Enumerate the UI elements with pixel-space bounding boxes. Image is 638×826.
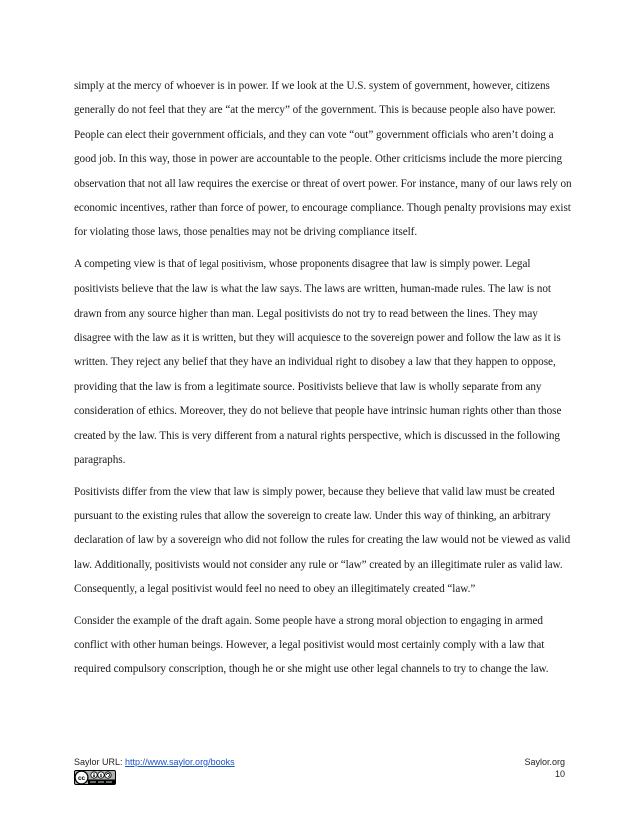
- share-alike-icon: [105, 772, 111, 778]
- footer-url-label: Saylor URL:: [74, 757, 126, 767]
- paragraph-2-rest: , whose proponents disagree that law is simply power. Legal positivists believe that the law is what the law says. The laws are written, human-made rules. The law is not drawn from any source higher than man. Legal positivists do not try to read between the lines. They may disagree with the law as it is written, but they will acquiesce to the sovereign power and follow the law as it is written. They reject any belief that they have an individual right to disobey a law that they happen to oppose, providing that the law is from a legitimate source. Positivists believe that law is wholly separate from any consideration of ethics. Moreover, they do not believe that people have intrinsic human rights other than those created by the law. This is very different from a natural rights perspective, which is discussed in the following paragraphs.: [74, 257, 562, 467]
- paragraph-4: Consider the example of the draft again. Some people have a strong moral objection to engaging in armed conflict with other human beings. However, a legal positivist would most certainly comply with a law that required compulsory conscription, though he or she might use other legal channels to try to change the law.: [74, 614, 549, 676]
- footer-source: [74, 756, 235, 768]
- paragraph-3: Positivists differ from the view that law is simply power, because they believe that valid law must be created pursuant to the existing rules that allow the sovereign to create law. Under this way of thinking, an arbitrary declaration of law by a sovereign who did not follow the rules for creating the law would not be viewed as valid law. Additionally, positivists would not consider any rule or “law” created by an illegitimate ruler as valid law. Consequently, a legal positivist would feel no need to obey an illegitimately created “law.”: [74, 485, 571, 596]
- paragraph-2: [74, 252, 574, 473]
- legal-positivism-term: legal positivism: [199, 258, 264, 270]
- cc-logo-lettering: cc: [77, 774, 86, 782]
- paragraph-1: simply at the mercy of whoever is in power. If we look at the U.S. system of government, however, citizens generally do not feel that they are “at the mercy” of the government. This is because people also have power. People can elect their government officials, and they can vote “out” government officials who aren’t doing a good job. In this way, those in power are accountable to the people. Other criticisms include the more piercing observation that not all law requires the exercise or threat of overt power. For instance, many of our laws rely on economic incentives, rather than force of power, to encourage compliance. Though penalty provisions may exist for violating those laws, those penalties may not be driving compliance itself.: [74, 80, 572, 239]
- footer-site-name: Saylor.org: [524, 757, 565, 767]
- footer-url-link[interactable]: http://www.saylor.org/books: [125, 757, 235, 767]
- body-text: [74, 74, 574, 689]
- page-number: 10: [554, 769, 565, 779]
- footer-site-info: [524, 756, 565, 780]
- paragraph-2-lead: A competing view is that of: [74, 257, 200, 270]
- svg-text:$: $: [99, 772, 103, 778]
- creative-commons-license-icon[interactable]: [74, 770, 116, 785]
